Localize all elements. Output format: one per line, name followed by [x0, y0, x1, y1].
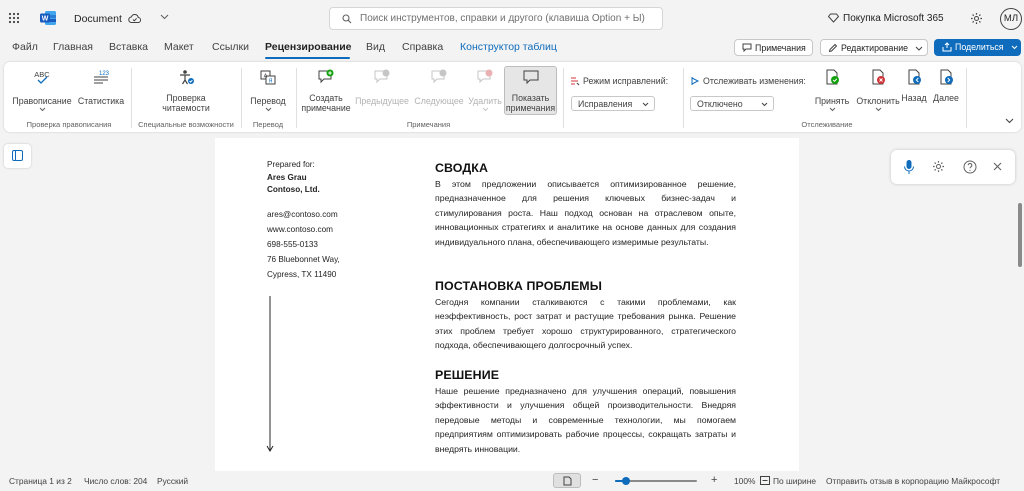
new-comment-label-2: примечание: [301, 103, 351, 113]
editing-mode-button[interactable]: [820, 39, 928, 56]
buy-microsoft-365-link[interactable]: Покупка Microsoft 365: [843, 13, 944, 24]
share-icon: [942, 42, 952, 52]
ribbon-separator: [241, 68, 242, 128]
avatar-initials: МЛ: [1003, 13, 1019, 24]
svg-text:123: 123: [98, 71, 110, 77]
chevron-down-icon: [829, 107, 836, 112]
tab-table-design[interactable]: Конструктор таблиц: [460, 41, 557, 53]
ribbon-collapse-icon[interactable]: [1005, 118, 1014, 124]
translate-button[interactable]: [246, 68, 290, 116]
section-heading: СВОДКА: [435, 161, 488, 175]
vertical-arrow-line: [265, 296, 275, 454]
track-changes-icon: [690, 76, 700, 86]
fit-width-icon: [760, 476, 770, 485]
status-bar: [0, 471, 1024, 491]
search-box[interactable]: [329, 7, 663, 30]
svg-text:Я: Я: [268, 78, 273, 85]
reject-label: Отклонить: [856, 96, 900, 106]
chevron-down-icon[interactable]: [160, 14, 169, 20]
tab-home[interactable]: Главная: [53, 41, 93, 53]
document-page[interactable]: [215, 138, 799, 471]
previous-comment-button[interactable]: [354, 68, 410, 116]
navigation-pane-icon: [12, 150, 23, 161]
chevron-down-icon: [482, 107, 489, 112]
word-count[interactable]: Число слов: 204: [84, 476, 148, 486]
accessibility-label-1: Проверка: [166, 93, 206, 103]
tab-file[interactable]: Файл: [12, 41, 38, 53]
svg-text:A: A: [263, 73, 268, 80]
comments-label: Примечания: [755, 43, 806, 53]
ribbon-separator: [966, 68, 967, 128]
new-comment-label-1: Создать: [309, 93, 343, 103]
next-change-button[interactable]: [930, 68, 962, 116]
active-tab-underline: [265, 57, 350, 59]
chevron-down-icon: [642, 102, 649, 107]
print-layout-button[interactable]: [553, 473, 581, 488]
close-icon[interactable]: [993, 162, 1002, 171]
group-label-accessibility: Специальные возможности: [138, 120, 234, 129]
translate-label: Перевод: [250, 96, 286, 106]
fit-width-button[interactable]: По ширине: [773, 476, 817, 486]
track-mode-dropdown[interactable]: [571, 96, 655, 111]
zoom-level[interactable]: 100%: [734, 476, 756, 486]
accept-icon: [823, 68, 841, 86]
svg-text:W: W: [41, 15, 49, 23]
ribbon-separator: [131, 68, 132, 128]
ribbon-separator: [563, 68, 564, 128]
track-changes-value: Отключено: [697, 99, 743, 109]
settings-gear-icon[interactable]: [970, 12, 983, 25]
document-name[interactable]: Document: [74, 13, 122, 25]
zoom-thumb[interactable]: [622, 477, 630, 485]
show-comments-icon: [521, 69, 541, 85]
language-indicator[interactable]: Русский: [157, 476, 189, 486]
track-mode-label: Режим исправлений:: [583, 76, 669, 86]
page-count[interactable]: Страница 1 из 2: [9, 476, 72, 486]
show-comments-label-1: Показать: [511, 93, 550, 103]
accessibility-icon: [176, 68, 196, 86]
track-changes-dropdown[interactable]: [690, 96, 774, 111]
comment-icon: [742, 43, 752, 52]
client-phone: 698-555-0133: [267, 240, 318, 249]
svg-text:ABC: ABC: [34, 70, 50, 79]
help-icon[interactable]: [963, 160, 977, 174]
zoom-in-button[interactable]: +: [711, 474, 718, 486]
translate-icon: [258, 68, 278, 86]
accessibility-check-button[interactable]: [142, 68, 230, 116]
zoom-slider[interactable]: [615, 477, 697, 485]
title-bar: [0, 0, 1024, 38]
ribbon-separator: [296, 68, 297, 128]
group-label-comments: Примечания: [406, 120, 451, 129]
word-logo-icon: [40, 10, 57, 26]
page-view-icon: [563, 476, 572, 486]
show-comments-button[interactable]: [504, 66, 557, 115]
show-comments-label-2: примечания: [505, 103, 556, 113]
section-body: Наше решение предназначено для улучшения операций, повышения эффективности и улучшения общей производительности. Внедряя передовые методы и современные технологии, мы помогаем предприятиям оптимизировать рабочие процессы, сокращать затраты и внедрять инновации.: [435, 386, 736, 454]
zoom-out-button[interactable]: −: [592, 474, 599, 486]
previous-change-button[interactable]: [900, 68, 928, 116]
reject-icon: [869, 68, 887, 86]
client-name: Ares Grau: [267, 172, 307, 182]
ribbon-separator: [683, 68, 684, 128]
spelling-label: Правописание: [12, 96, 72, 106]
accessibility-label-2: читаемости: [162, 103, 210, 113]
track-mode-icon: [570, 76, 580, 86]
chevron-down-icon: [39, 107, 46, 112]
client-email: ares@contoso.com: [267, 210, 338, 219]
previous-change-icon: [905, 68, 923, 86]
new-comment-icon: [316, 68, 336, 86]
statistics-label: Статистика: [77, 96, 125, 106]
share-label: Поделиться: [955, 42, 1004, 52]
client-address-line1: 76 Bluebonnet Way,: [267, 255, 340, 264]
search-placeholder: Поиск инструментов, справки и другого (клавиша Option + Ы): [360, 13, 645, 24]
tab-references[interactable]: Ссылки: [212, 41, 249, 53]
group-label-tracking: Отслеживание: [801, 120, 853, 129]
delete-label: Удалить: [468, 96, 502, 106]
chevron-down-icon: [761, 102, 768, 107]
tab-view[interactable]: Вид: [366, 41, 385, 53]
new-comment-button[interactable]: [300, 68, 352, 116]
tab-layout[interactable]: Макет: [164, 41, 194, 53]
diamond-icon: [828, 13, 839, 23]
search-icon: [342, 14, 352, 24]
word-count-button[interactable]: [74, 68, 128, 116]
back-label: Назад: [901, 93, 927, 103]
track-mode-value: Исправления: [578, 99, 633, 109]
chevron-down-icon: [1011, 45, 1018, 50]
dictation-settings-icon[interactable]: [932, 160, 945, 173]
previous-comment-icon: [372, 68, 392, 86]
tab-review[interactable]: Рецензирование: [265, 41, 352, 53]
tab-help[interactable]: Справка: [402, 41, 444, 53]
comments-button[interactable]: [734, 39, 813, 56]
section-heading: ПОСТАНОВКА ПРОБЛЕМЫ: [435, 279, 602, 293]
tab-insert[interactable]: Вставка: [109, 41, 149, 53]
accept-change-button[interactable]: [812, 68, 852, 116]
dictation-toolbar: [891, 150, 1015, 184]
user-avatar[interactable]: [1000, 8, 1022, 30]
ribbon-toolbar: [4, 62, 1021, 132]
next-comment-icon: [429, 68, 449, 86]
client-company: Contoso, Ltd.: [267, 185, 320, 194]
client-website: www.contoso.com: [267, 225, 333, 234]
next-change-icon: [937, 68, 955, 86]
vertical-scrollbar[interactable]: [1018, 203, 1022, 267]
chevron-down-icon: [875, 107, 882, 112]
accept-label: Принять: [814, 96, 850, 106]
group-label-language: Перевод: [252, 120, 284, 129]
prepared-for-label: Prepared for:: [267, 160, 315, 169]
editing-label: Редактирование: [841, 43, 909, 53]
chevron-down-icon: [915, 46, 923, 51]
next-comment-button[interactable]: [412, 68, 466, 116]
app-launcher-icon[interactable]: [8, 12, 20, 24]
chevron-down-icon: [265, 107, 272, 112]
pencil-icon: [828, 43, 838, 53]
feedback-link[interactable]: Отправить отзыв в корпорацию Майкрософт: [826, 476, 1001, 486]
delete-comment-button[interactable]: [466, 68, 504, 116]
client-address-line2: Cypress, TX 11490: [267, 270, 337, 279]
section-body: Сегодня компании сталкиваются с такими проблемами, как неэффективность, рост затрат и растущие требования рынка. Решение этих проблем требует хорошо структурированного, стратегического подхода, обеспечивающего долгосрочный успех.: [435, 297, 736, 351]
share-button[interactable]: [934, 39, 1021, 56]
previous-label: Предыдущее: [355, 96, 409, 106]
microphone-icon[interactable]: [903, 159, 915, 175]
track-changes-label: Отслеживать изменения:: [703, 76, 806, 86]
next-label: Следующее: [414, 96, 464, 106]
cloud-saved-icon[interactable]: [128, 13, 141, 24]
forward-label: Далее: [933, 93, 959, 103]
reject-change-button[interactable]: [853, 68, 903, 116]
statistics-icon: [91, 68, 111, 86]
group-label-proofing: Проверка правописания: [26, 120, 112, 129]
navigation-pane-button[interactable]: [4, 144, 31, 168]
spelling-icon: [32, 68, 52, 86]
section-body: В этом предложении описывается оптимизированное решение, предназначенное для решения ключевых бизнес-задач и стимулирования роста. Наш подход основан на отраслевом опыте, инновационных стратегиях и аналитике на основе данных для создания индивидуального плана, обеспечивающего измеримые результаты.: [435, 179, 736, 247]
delete-comment-icon: [475, 68, 495, 86]
section-heading: РЕШЕНИЕ: [435, 368, 500, 382]
spelling-button[interactable]: [10, 68, 74, 116]
